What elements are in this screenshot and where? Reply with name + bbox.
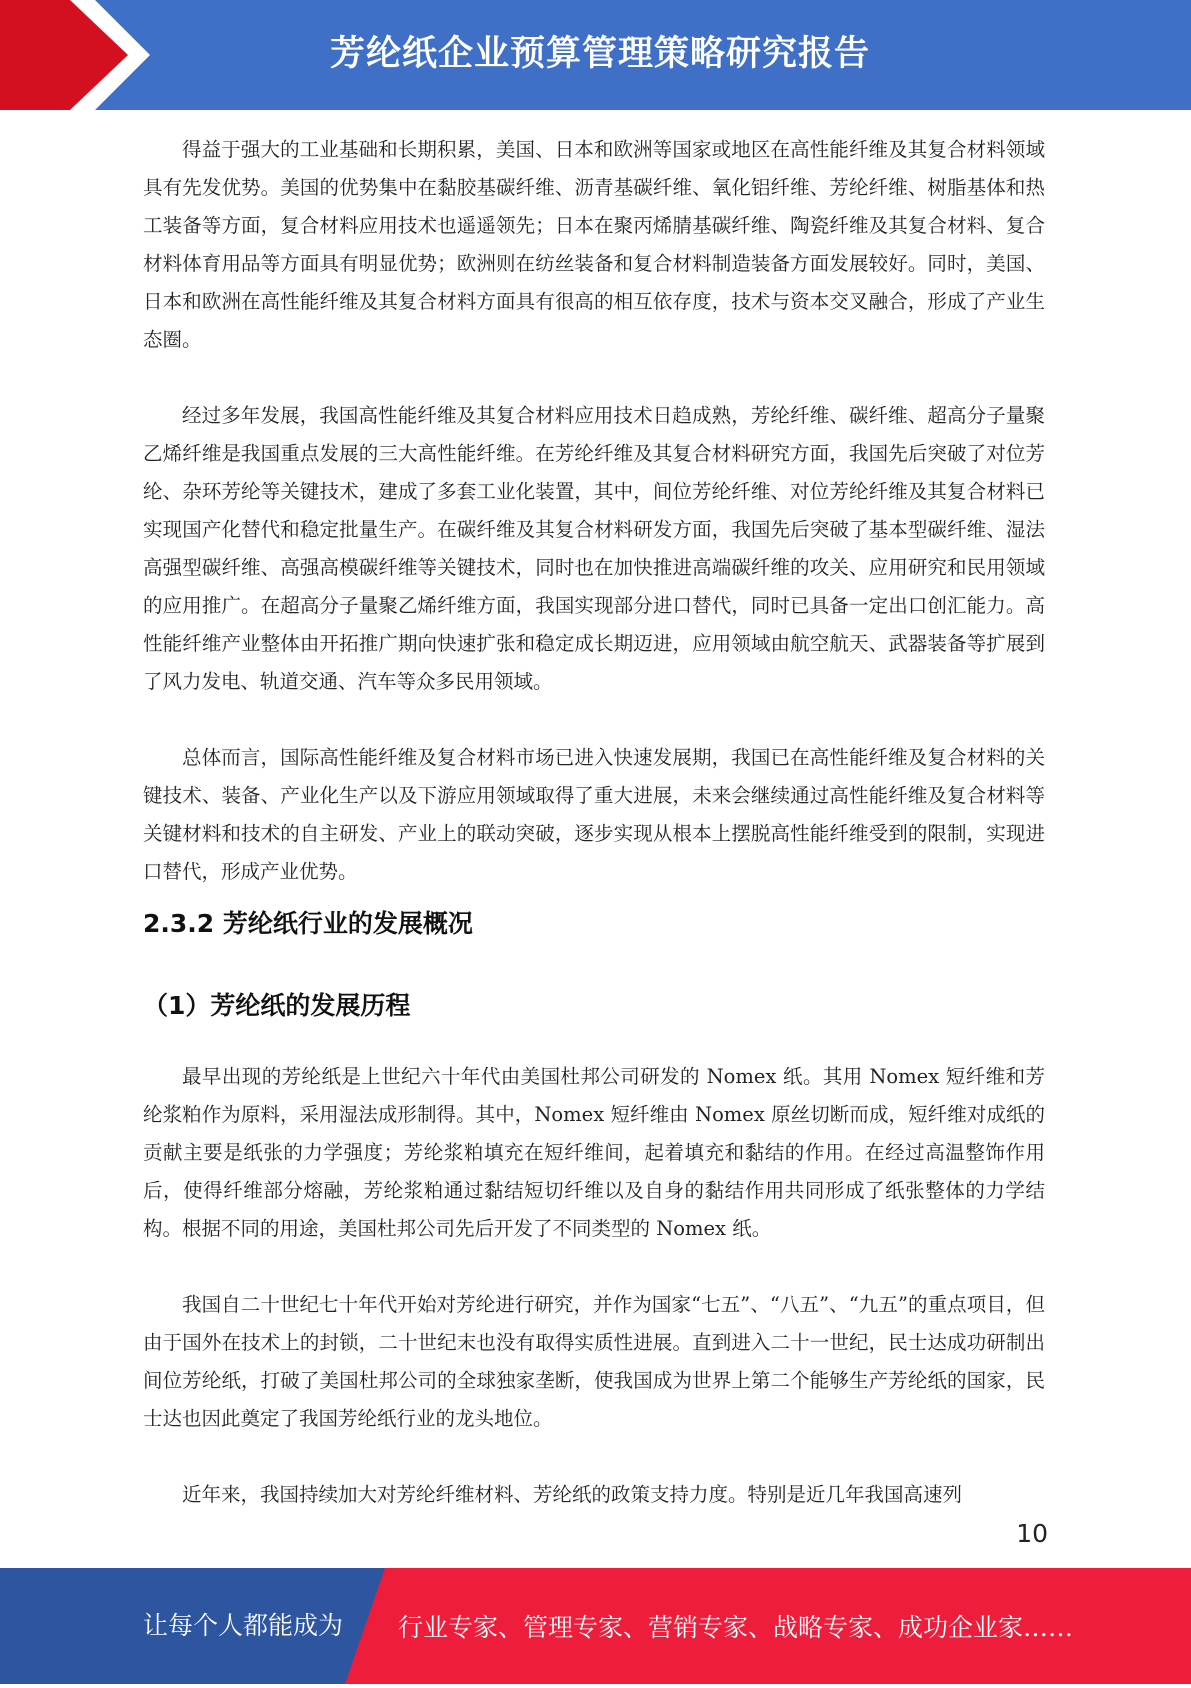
footer-slogan-right: 行业专家、管理专家、营销专家、战略专家、成功企业家…… — [398, 1613, 1074, 1642]
body-content-top — [143, 131, 1045, 891]
footer-slogan-left: 让每个人都能成为 — [143, 1611, 344, 1640]
paragraph: 总体而言，国际高性能纤维及复合材料市场已进入快速发展期，我国已在高性能纤维及复合材料的关键技术、装备、产业化生产以及下游应用领域取得了重大进展，未来会继续通过高性能纤维及复合材料等关键材料和技术的自主研发、产业上的联动突破，逐步实现从根本上摆脱高性能纤维受到的限制，实现进口替代，形成产业优势。 — [143, 746, 1045, 883]
page-footer — [0, 1568, 1191, 1684]
paragraph: 近年来，我国持续加大对芳纶纤维材料、芳纶纸的政策支持力度。特别是近几年我国高速列 — [182, 1483, 963, 1506]
section-heading: 2.3.2 芳纶纸行业的发展概况 — [143, 909, 473, 938]
paragraph: 得益于强大的工业基础和长期积累，美国、日本和欧洲等国家或地区在高性能纤维及其复合材料领域具有先发优势。美国的优势集中在黏胶基碳纤维、沥青基碳纤维、氧化铝纤维、芳纶纤维、树脂基体和热工装备等方面，复合材料应用技术也遥遥领先；日本在聚丙烯腈基碳纤维、陶瓷纤维及其复合材料、复合材料体育用品等方面具有明显优势；欧洲则在纺丝装备和复合材料制造装备方面发展较好。同时，美国、日本和欧洲在高性能纤维及其复合材料方面具有很高的相互依存度，技术与资本交叉融合，形成了产业生态圈。 — [143, 138, 1045, 351]
body-content-bottom — [143, 1058, 1045, 1514]
page-header — [0, 0, 1191, 110]
paragraph: 经过多年发展，我国高性能纤维及其复合材料应用技术日趋成熟，芳纶纤维、碳纤维、超高分子量聚乙烯纤维是我国重点发展的三大高性能纤维。在芳纶纤维及其复合材料研究方面，我国先后突破了对位芳纶、杂环芳纶等关键技术，建成了多套工业化装置，其中，间位芳纶纤维、对位芳纶纤维及其复合材料已实现国产化替代和稳定批量生产。在碳纤维及其复合材料研发方面，我国先后突破了基本型碳纤维、湿法高强型碳纤维、高强高模碳纤维等关键技术，同时也在加快推进高端碳纤维的攻关、应用研究和民用领域的应用推广。在超高分子量聚乙烯纤维方面，我国实现部分进口替代，同时已具备一定出口创汇能力。高性能纤维产业整体由开拓推广期向快速扩张和稳定成长期迈进，应用领域由航空航天、武器装备等扩展到了风力发电、轨道交通、汽车等众多民用领域。 — [143, 404, 1045, 693]
subsection-heading: （1）芳纶纸的发展历程 — [143, 991, 411, 1020]
chevron-arrow-icon — [0, 0, 200, 110]
page-number: 10 — [1016, 1519, 1048, 1548]
paragraph: 最早出现的芳纶纸是上世纪六十年代由美国杜邦公司研发的 Nomex 纸。其用 Nomex 短纤维和芳纶浆粕作为原料，采用湿法成形制得。其中，Nomex 短纤维由 Nomex 原丝切断而成，短纤维对成纸的贡献主要是纸张的力学强度；芳纶浆粕填充在短纤维间，起着填充和黏结的作用。在经过高温整饰作用后，使得纤维部分熔融，芳纶浆粕通过黏结短切纤维以及自身的黏结作用共同形成了纸张整体的力学结构。根据不同的用途，美国杜邦公司先后开发了不同类型的 Nomex 纸。 — [143, 1065, 1045, 1240]
header-title: 芳纶纸企业预算管理策略研究报告 — [330, 34, 871, 74]
paragraph: 我国自二十世纪七十年代开始对芳纶进行研究，并作为国家“七五”、“八五”、“九五”的重点项目，但由于国外在技术上的封锁，二十世纪末也没有取得实质性进展。直到进入二十一世纪，民士达成功研制出间位芳纶纸，打破了美国杜邦公司的全球独家垄断，使我国成为世界上第二个能够生产芳纶纸的国家，民士达也因此奠定了我国芳纶纸行业的龙头地位。 — [143, 1293, 1045, 1430]
